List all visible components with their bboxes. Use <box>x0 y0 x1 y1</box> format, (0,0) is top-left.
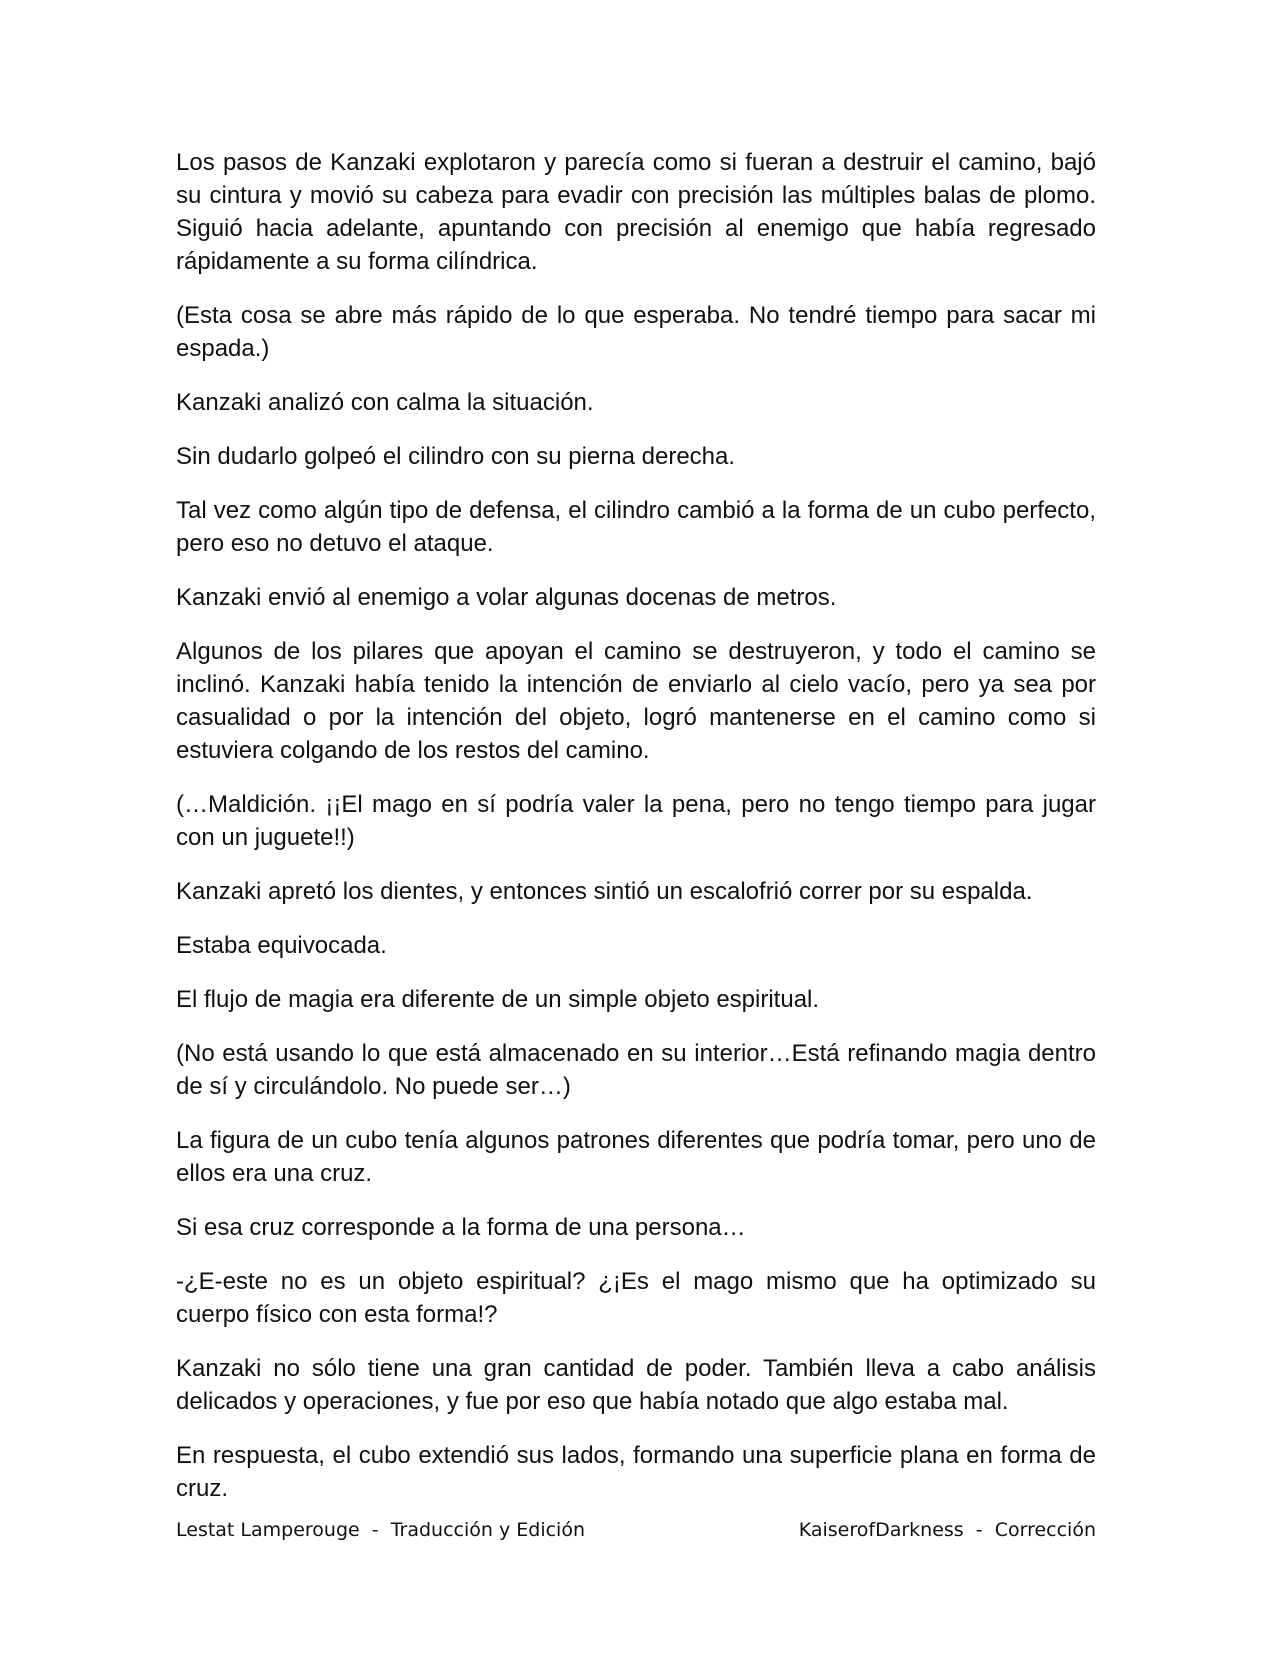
paragraph: La figura de un cubo tenía algunos patrones diferentes que podría tomar, pero uno de ellos era una cruz. <box>176 1127 1096 1187</box>
paragraph: (Esta cosa se abre más rápido de lo que esperaba. No tendré tiempo para sacar mi espada.) <box>176 302 1096 362</box>
paragraph: Kanzaki analizó con calma la situación. <box>176 389 594 416</box>
footer-translator-credit: Lestat Lamperouge - Traducción y Edición <box>176 1519 586 1541</box>
paragraph: (No está usando lo que está almacenado en su interior…Está refinando magia dentro de sí y circulándolo. No puede ser…) <box>176 1040 1096 1100</box>
paragraph: Sin dudarlo golpeó el cilindro con su pierna derecha. <box>176 443 736 470</box>
paragraph: (…Maldición. ¡¡El mago en sí podría valer la pena, pero no tengo tiempo para jugar con un juguete!!) <box>176 791 1096 851</box>
footer-proofreader-credit: KaiserofDarkness - Corrección <box>798 1519 1096 1541</box>
paragraph: -¿E-este no es un objeto espiritual? ¿¡Es el mago mismo que ha optimizado su cuerpo físico con esta forma!? <box>176 1268 1096 1328</box>
paragraph: Algunos de los pilares que apoyan el camino se destruyeron, y todo el camino se inclinó. Kanzaki había tenido la intención de enviarlo al cielo vacío, pero ya sea por casualidad o por la intención del objeto, logró mantenerse en el camino como si estuviera colgando de los restos del camino. <box>176 638 1096 764</box>
paragraph: Kanzaki envió al enemigo a volar algunas docenas de metros. <box>176 584 837 611</box>
document-body <box>176 146 1096 1526</box>
paragraph: Kanzaki apretó los dientes, y entonces sintió un escalofrió correr por su espalda. <box>176 878 1033 905</box>
paragraph: En respuesta, el cubo extendió sus lados, formando una superficie plana en forma de cruz. <box>176 1442 1096 1502</box>
paragraph: Estaba equivocada. <box>176 932 387 959</box>
paragraph: Si esa cruz corresponde a la forma de una persona… <box>176 1214 746 1241</box>
paragraph: Tal vez como algún tipo de defensa, el cilindro cambió a la forma de un cubo perfecto, pero eso no detuvo el ataque. <box>176 497 1096 557</box>
paragraph: Los pasos de Kanzaki explotaron y parecía como si fueran a destruir el camino, bajó su cintura y movió su cabeza para evadir con precisión las múltiples balas de plomo. Siguió hacia adelante, apuntando con precisión al enemigo que había regresado rápidamente a su forma cilíndrica. <box>176 149 1096 275</box>
paragraph: El flujo de magia era diferente de un simple objeto espiritual. <box>176 986 820 1013</box>
paragraph: Kanzaki no sólo tiene una gran cantidad de poder. También lleva a cabo análisis delicados y operaciones, y fue por eso que había notado que algo estaba mal. <box>176 1355 1096 1415</box>
